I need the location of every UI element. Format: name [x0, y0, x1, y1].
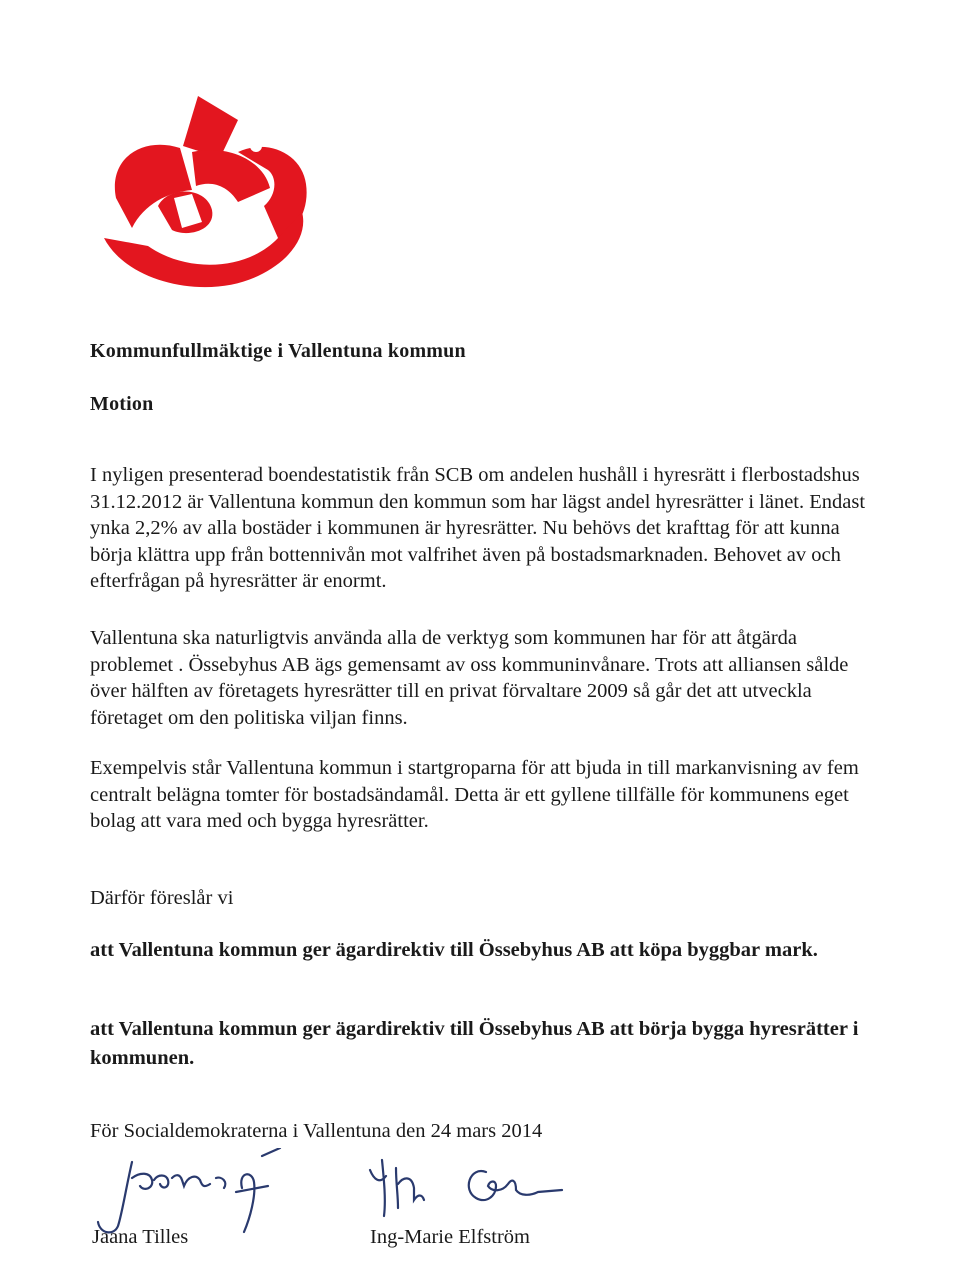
proposal-clause: att Vallentuna kommun ger ägardirektiv till Össebyhus AB att börja bygga hyresrätter i kommunen.: [90, 1018, 859, 1069]
proposal-clause: att Vallentuna kommun ger ägardirektiv till Össebyhus AB att köpa byggbar mark.: [90, 939, 818, 961]
proposal-intro: Därför föreslår vi: [90, 887, 234, 909]
closing-line: För Socialdemokraterna i Vallentuna den 24 mars 2014: [90, 1120, 543, 1142]
addressee-heading: Kommunfullmäktige i Vallentuna kommun: [90, 340, 466, 362]
body-paragraph: Vallentuna ska naturligtvis använda alla de verktyg som kommunen har för att åtgärda problemet . Össebyhus AB ägs gemensamt av oss kommuninvånare. Trots att alliansen sålde över hälften av företagets hyresrätter till en privat förvaltare 2009 så går det att utveckla företaget om den politiska viljan finns.: [90, 627, 849, 729]
body-paragraph: I nyligen presenterad boendestatistik från SCB om andelen hushåll i hyresrätt i flerbostadshus 31.12.2012 är Vallentuna kommun den kommun som har lägst andel hyresrätter i länet. Endast ynka 2,2% av alla bostäder i kommunen är hyresrätter. Nu behövs det krafttag för att kunna börja klättra upp från bottennivån mot valfrihet även på bostadsmarknaden. Behovet av och efterfrågan på hyresrätter är enormt.: [90, 464, 866, 592]
red-rose-logo-icon: [88, 88, 320, 298]
handwritten-signature-icon: [92, 1148, 302, 1238]
signer-name: Ing-Marie Elfström: [370, 1226, 530, 1248]
document-type-heading: Motion: [90, 393, 154, 415]
handwritten-signature-icon: [362, 1150, 572, 1222]
signer-name: Jaana Tilles: [92, 1226, 189, 1248]
body-paragraph: Exempelvis står Vallentuna kommun i startgroparna för att bjuda in till markanvisning av fem centralt belägna tomter för bostadsändamål. Detta är ett gyllene tillfälle för kommunens eget bolag att vara med och bygga hyresrätter.: [90, 757, 859, 832]
